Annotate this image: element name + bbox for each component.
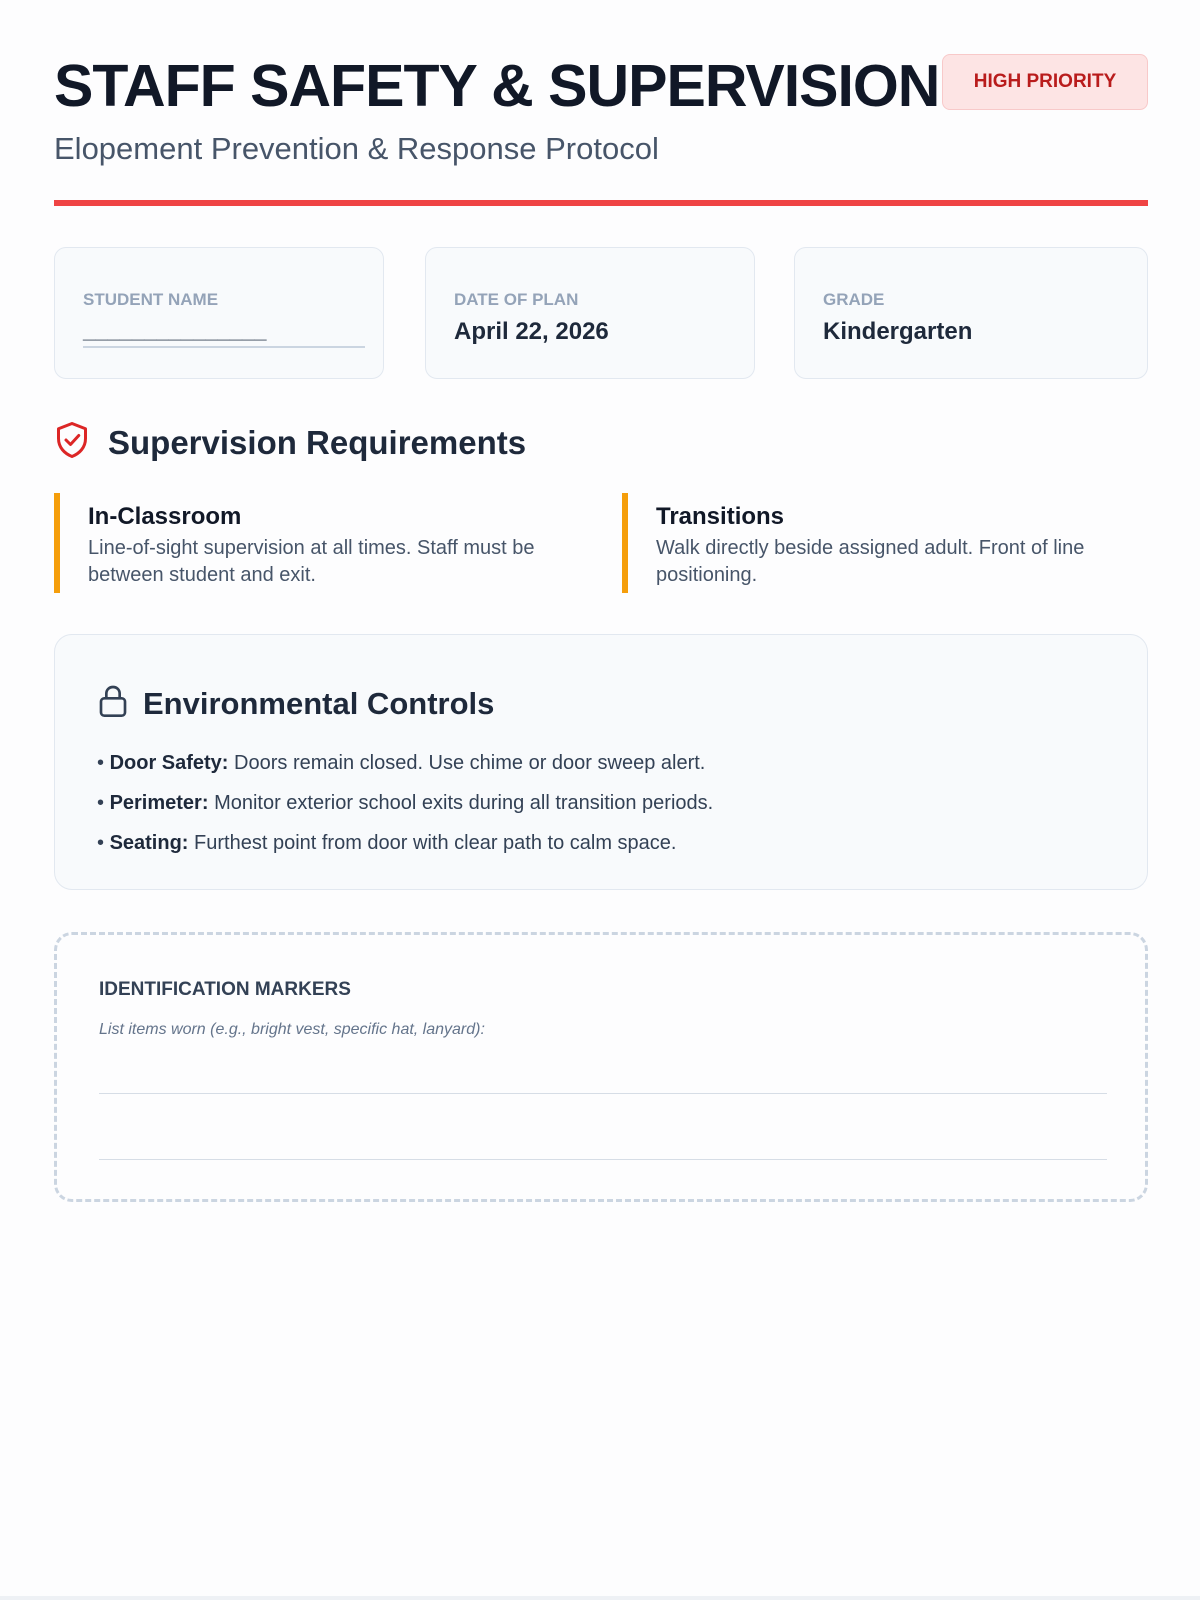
list-item: • Perimeter: Monitor exterior school exits during all transition periods. [97, 792, 714, 814]
page-bottom-edge [0, 1596, 1200, 1600]
environmental-controls-title: Environmental Controls [143, 685, 495, 721]
list-item-text: Doors remain closed. Use chime or door sweep alert. [234, 752, 706, 774]
header [54, 0, 1148, 206]
safety-plan-page [54, 0, 1148, 1038]
priority-badge: HIGH PRIORITY [942, 54, 1148, 110]
grade-label: GRADE [823, 290, 885, 309]
page-title: STAFF SAFETY & SUPERVISION [54, 53, 940, 119]
requirement-in-classroom [54, 493, 574, 593]
identification-hint: List items worn (e.g., bright vest, specific hat, lanyard): [99, 1021, 485, 1038]
requirement-text: Walk directly beside assigned adult. Front of line positioning. [656, 537, 1085, 586]
student-name-field[interactable]: _______________ [83, 318, 365, 348]
requirement-heading: In-Classroom [88, 503, 242, 530]
environmental-controls-header [97, 683, 494, 724]
grade-card [794, 247, 1148, 379]
identification-markers-box [54, 932, 1148, 1202]
page-subtitle: Elopement Prevention & Response Protocol [54, 131, 659, 166]
write-in-line-2[interactable] [99, 1159, 1107, 1160]
list-item: • Seating: Furthest point from door with clear path to calm space. [97, 832, 677, 854]
student-name-label: STUDENT NAME [83, 290, 219, 309]
info-cards [54, 247, 1148, 379]
list-item-text: Furthest point from door with clear path to calm space. [194, 832, 677, 854]
list-item: • Door Safety: Doors remain closed. Use chime or door sweep alert. [97, 752, 706, 774]
environmental-controls-list [97, 743, 713, 863]
requirement-text: Line-of-sight supervision at all times. Staff must be between student and exit. [88, 537, 535, 586]
requirement-heading: Transitions [656, 503, 785, 530]
supervision-header [54, 420, 526, 465]
requirement-transitions [622, 493, 1142, 593]
date-of-plan-card [425, 247, 755, 379]
lock-icon [97, 683, 129, 724]
list-item-text: Monitor exterior school exits during all transition periods. [214, 792, 714, 814]
date-of-plan-label: DATE OF PLAN [454, 290, 579, 309]
shield-check-icon [54, 420, 90, 465]
supervision-title: Supervision Requirements [108, 423, 527, 461]
list-item-label: Door Safety: [109, 752, 229, 774]
identification-title: IDENTIFICATION MARKERS [99, 979, 351, 1000]
list-item-label: Seating: [109, 832, 189, 854]
list-item-label: Perimeter: [109, 792, 209, 814]
environmental-controls-panel [54, 634, 1148, 890]
header-divider [54, 200, 1148, 206]
write-in-line-1[interactable] [99, 1093, 1107, 1094]
grade-value: Kindergarten [823, 318, 973, 345]
student-name-card [54, 247, 384, 379]
date-of-plan-value: April 22, 2026 [454, 318, 609, 345]
